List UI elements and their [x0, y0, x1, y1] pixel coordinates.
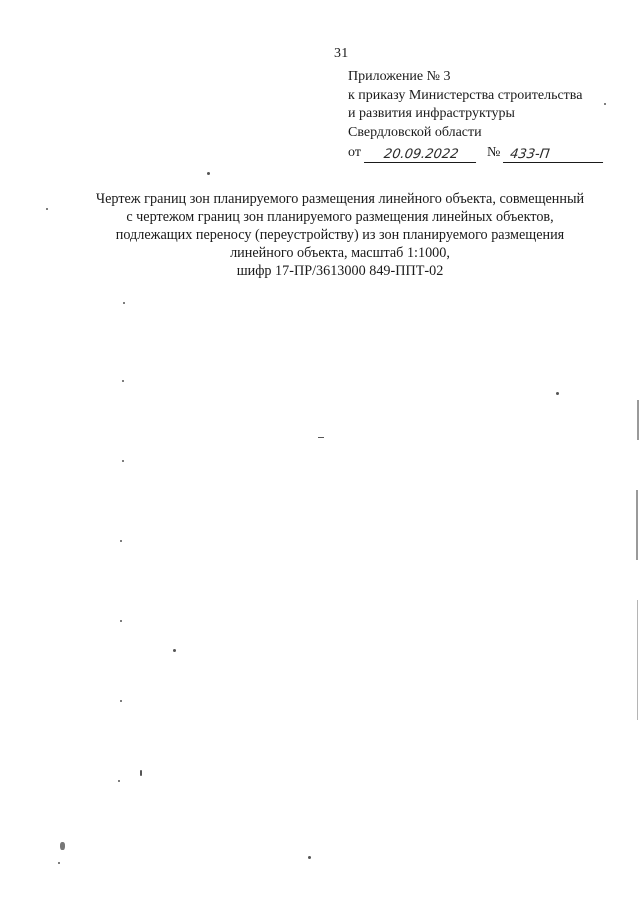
- title-line: подлежащих переносу (переустройству) из зон планируемого размещения: [115, 227, 565, 243]
- appendix-ministry-line: и развития инфраструктуры: [348, 106, 515, 121]
- scan-speck: [173, 649, 176, 652]
- scan-speck: [308, 856, 311, 859]
- order-number: 433-П: [503, 148, 605, 163]
- appendix-order-line: к приказу Министерства строительства: [348, 87, 583, 103]
- scan-speck: [604, 103, 606, 105]
- title-line: линейного объекта, масштаб 1:1000,: [230, 245, 450, 261]
- appendix-title: Приложение № 3: [348, 69, 451, 84]
- scan-speck: [46, 208, 48, 210]
- number-sign: №: [486, 145, 501, 160]
- scan-speck: [120, 620, 122, 622]
- scan-speck: [556, 392, 559, 395]
- scan-edge-mark: [637, 400, 639, 440]
- scan-speck: [60, 842, 65, 850]
- scan-speck: [140, 770, 142, 776]
- scan-speck: [58, 862, 60, 864]
- title-line: Чертеж границ зон планируемого размещения линейного объекта, совмещенный: [95, 191, 585, 207]
- scan-edge-mark: [637, 600, 638, 720]
- scan-speck: [207, 172, 210, 175]
- scan-speck: [120, 700, 122, 702]
- scan-speck: [123, 302, 125, 304]
- scan-speck: [122, 460, 124, 462]
- appendix-date-row: [348, 144, 628, 163]
- scan-speck: [120, 540, 122, 542]
- document-title: [60, 190, 620, 280]
- appendix-region-line: Свердловской области: [348, 124, 482, 140]
- scan-edge-mark: [636, 490, 638, 560]
- date-prefix: от: [348, 145, 361, 160]
- scan-speck: [122, 380, 124, 382]
- title-line: шифр 17-ПР/3613000 849-ППТ-02: [236, 263, 444, 279]
- scan-speck: [318, 437, 324, 438]
- order-date: 20.09.2022: [364, 148, 478, 163]
- page-number: 31: [334, 46, 349, 61]
- scan-speck: [118, 780, 120, 782]
- title-line: с чертежом границ зон планируемого размещения линейных объектов,: [126, 209, 554, 225]
- appendix-header: [348, 68, 628, 163]
